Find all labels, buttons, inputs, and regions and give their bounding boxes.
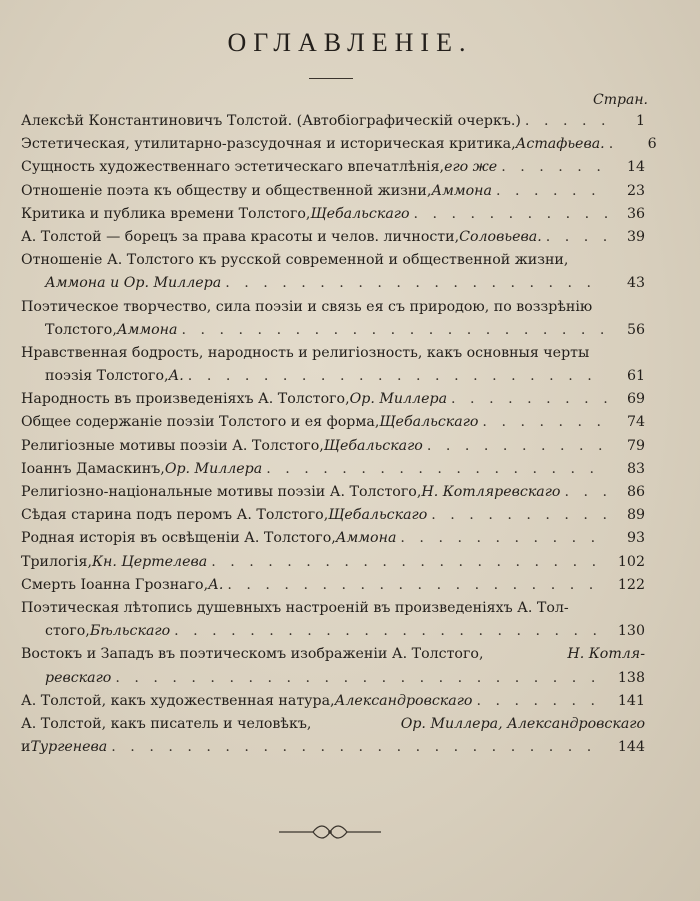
toc-entry: [21, 156, 645, 179]
entry-title: Смерть Іоанна Грознаго,: [21, 576, 209, 593]
leader-dots: [476, 690, 607, 713]
leader-dots: [451, 388, 607, 411]
toc-entry: [21, 388, 645, 411]
leader-dots: [501, 156, 607, 179]
entry-title: Сущность художественнаго эстетическаго впечатлѣнія,: [21, 159, 445, 176]
toc-entry: [21, 551, 645, 574]
leader-dots: [188, 365, 607, 388]
entry-title: Отношеніе А. Толстого къ русской современной и общественной жизни,: [21, 252, 569, 269]
entry-page-number: 102: [617, 553, 645, 570]
entry-page-number: 39: [626, 228, 645, 245]
entry-page-number: 122: [617, 576, 645, 593]
entry-author: Кн. Цертелева: [92, 553, 208, 570]
entry-page-number: 23: [626, 182, 645, 199]
toc-entry: [21, 597, 645, 643]
entry-title: Народность въ произведеніяхъ А. Толстого,: [21, 391, 350, 408]
entry-page-number: 138: [617, 669, 645, 686]
toc-entry: [21, 643, 645, 689]
entry-title: Востокъ и Западъ въ поэтическомъ изображеніи А. Толстого,: [21, 646, 484, 663]
leader-dots: [609, 133, 619, 156]
entry-title: Критика и публика времени Толстого,: [21, 205, 311, 222]
leader-dots: [266, 458, 607, 481]
leader-dots: [400, 527, 607, 550]
toc-line: [21, 411, 645, 434]
entry-author: его же: [444, 159, 498, 176]
leader-dots: [181, 319, 607, 342]
toc-entry: [21, 110, 645, 133]
entry-author: Щебальскаго: [310, 205, 410, 222]
entry-page-number: 69: [626, 391, 645, 408]
toc-line: [21, 110, 645, 133]
entry-page-number: 130: [617, 623, 645, 640]
leader-dots: [431, 504, 607, 527]
entry-author: Аммона и Ор. Миллера: [45, 275, 222, 292]
entry-title: Общее содержаніе поэзіи Толстого и ея форма,: [21, 414, 380, 431]
toc-line: [21, 249, 645, 272]
toc-line: [21, 574, 645, 597]
toc-line: [21, 272, 645, 295]
entry-title: Алексѣй Константиновичъ Толстой. (Автобіографическій очеркъ.): [21, 113, 521, 129]
entry-title: стого,: [45, 623, 90, 640]
toc-line: [21, 527, 645, 550]
toc-line: [21, 736, 645, 759]
toc-line: [21, 690, 645, 713]
entry-conjunction: и: [21, 739, 31, 756]
page-title: ОГЛАВЛЕНІЕ.: [227, 28, 473, 57]
entry-author: Ор. Миллера, Александровскаго: [400, 715, 645, 732]
entry-author: Астафьева.: [515, 136, 605, 153]
entry-title: Нравственная бодрость, народность и религіозность, какъ основныя черты: [21, 344, 590, 361]
leader-dots: [115, 667, 607, 690]
entry-author: Соловьева.: [459, 228, 542, 245]
entry-title: Эстетическая, утилитарно-разсудочная и историческая критика,: [21, 136, 516, 153]
entry-author: А.: [208, 576, 224, 593]
title-rule: [309, 78, 353, 79]
entry-title: Поэтическая лѣтопись душевныхъ настроеній въ произведеніяхъ А. Тол-: [21, 599, 569, 616]
entry-page-number: 86: [626, 484, 645, 500]
toc-entry: [21, 203, 645, 226]
entry-page-number: 1: [635, 113, 645, 129]
toc-entry: [21, 411, 645, 434]
entry-author: Щебальскаго: [328, 507, 428, 524]
toc-entry: [21, 342, 645, 388]
entry-author: Аммона: [116, 321, 178, 338]
entry-title: Сѣдая старина подъ перомъ А. Толстого,: [21, 507, 329, 524]
entry-title: А. Толстой, какъ художественная натура,: [21, 692, 335, 709]
leader-dots: [496, 180, 607, 203]
toc-line: [21, 435, 645, 458]
entry-page-number: 36: [626, 205, 645, 222]
leader-dots: [427, 435, 607, 458]
leader-dots: [482, 411, 607, 434]
entry-page-number: 83: [626, 460, 645, 477]
entry-title: Отношеніе поэта къ обществу и общественной жизни,: [21, 182, 432, 199]
toc-line: [21, 481, 645, 504]
entry-author: Щебальскаго: [323, 437, 423, 454]
toc-line: [21, 504, 645, 527]
toc-line: [21, 365, 645, 388]
toc-entry: [21, 713, 645, 759]
toc-line: [21, 203, 645, 226]
entry-page-number: 6: [647, 136, 657, 153]
leader-dots: [525, 110, 607, 133]
toc-line: [21, 458, 645, 481]
toc-line: [21, 667, 645, 690]
entry-page-number: 89: [626, 507, 645, 524]
toc-line: [21, 133, 657, 156]
leader-dots: [111, 736, 607, 759]
entry-page-number: 74: [626, 414, 645, 431]
toc-line: [21, 597, 645, 620]
toc-entry: [21, 481, 645, 504]
leader-dots: [414, 203, 608, 226]
toc-entry: [21, 504, 645, 527]
toc-line: [21, 319, 645, 342]
entry-page-number: 43: [626, 275, 645, 292]
entry-title: Толстого,: [45, 321, 117, 338]
entry-title: Трилогія,: [21, 553, 92, 570]
toc-line: [21, 388, 645, 411]
toc-entry: [21, 180, 645, 203]
entry-title: поэзія Толстого,: [45, 368, 169, 385]
leader-dots: [225, 272, 607, 295]
entry-author: А.: [168, 368, 184, 385]
entry-author: Бѣльскаго: [89, 623, 171, 640]
toc-entry: [21, 690, 645, 713]
leader-dots: [564, 481, 607, 504]
entry-page-number: 79: [626, 437, 645, 454]
entry-page-number: 61: [626, 368, 645, 385]
leader-dots: [546, 226, 607, 249]
toc-entry: [21, 226, 645, 249]
entry-title: Религіозные мотивы поэзіи А. Толстого,: [21, 437, 324, 454]
toc-entry: [21, 435, 645, 458]
entry-author: Аммона: [335, 530, 397, 547]
entry-title: Іоаннъ Дамаскинъ,: [21, 460, 165, 477]
leader-dots: [211, 551, 607, 574]
page-column-label: Стран.: [593, 92, 648, 108]
toc-entry: [21, 574, 645, 597]
entry-author: ревскаго: [45, 669, 112, 686]
toc-line: [21, 180, 645, 203]
toc-entry: [21, 296, 645, 342]
entry-title: Религіозно-національные мотивы поэзіи А. Толстого,: [21, 484, 422, 500]
toc-entry: [21, 133, 657, 156]
entry-title: Поэтическое творчество, сила поэзіи и связь ея съ природою, по воззрѣнію: [21, 298, 593, 315]
toc-line: [21, 713, 645, 736]
toc-line: [21, 156, 645, 179]
toc-line: [21, 620, 645, 643]
entry-author: Н. Котля-: [567, 646, 645, 663]
entry-author: Ор. Миллера: [164, 460, 263, 477]
entry-page-number: 14: [626, 159, 645, 176]
entry-page-number: 56: [626, 321, 645, 338]
toc-line: [21, 342, 645, 365]
entry-page-number: 144: [617, 739, 645, 756]
toc-line: [21, 226, 645, 249]
toc-entry: [21, 249, 645, 295]
entry-title: А. Толстой, какъ писатель и человѣкъ,: [21, 715, 312, 732]
entry-page-number: 93: [626, 530, 645, 547]
entry-author: Тургенева: [30, 739, 108, 756]
entry-title: Родная исторія въ освѣщеніи А. Толстого,: [21, 530, 336, 547]
entry-title: А. Толстой — борецъ за права красоты и челов. личности,: [21, 228, 460, 245]
toc-line: [21, 643, 645, 666]
entry-author: Щебальскаго: [379, 414, 479, 431]
table-of-contents: [21, 110, 657, 759]
toc-line: [21, 296, 645, 319]
leader-dots: [174, 620, 607, 643]
entry-page-number: 141: [617, 692, 645, 709]
toc-entry: [21, 527, 645, 550]
leader-dots: [227, 574, 607, 597]
toc-line: [21, 551, 645, 574]
toc-entry: [21, 458, 645, 481]
ornament-divider: [275, 820, 385, 844]
entry-author: Аммона: [431, 182, 492, 199]
entry-author: Н. Котляревскаго: [421, 484, 561, 500]
entry-author: Ор. Миллера: [349, 391, 448, 408]
entry-author: Александровскаго: [334, 692, 473, 709]
